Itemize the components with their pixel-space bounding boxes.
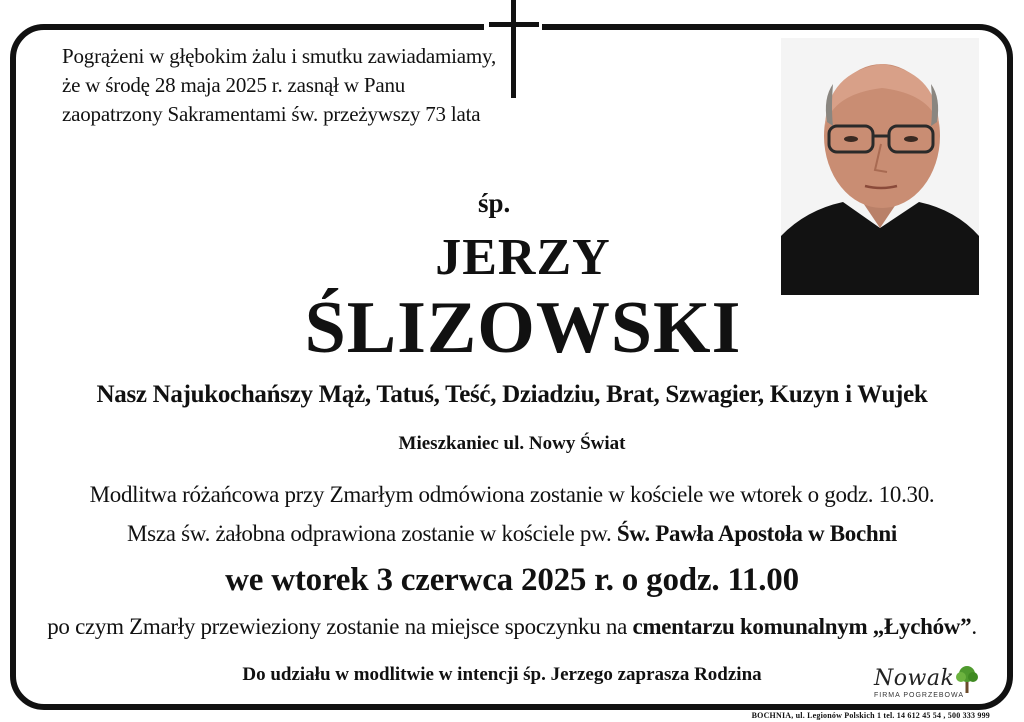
logo-name: Nowak: [874, 666, 955, 691]
funeral-home-logo: [870, 664, 980, 702]
address-footer: BOCHNIA, ul. Legionów Polskich 1 tel. 14 612 45 54 , 500 333 999: [751, 711, 990, 720]
burial-place: cmentarzu komunalnym „Łychów”: [632, 614, 972, 639]
cross-icon-bar: [489, 22, 539, 27]
last-name: ŚLIZOWSKI: [304, 287, 742, 369]
intro-line: Pogrążeni w głębokim żalu i smutku zawiadamiamy,: [62, 44, 497, 68]
intro-line: że w środę 28 maja 2025 r. zasnął w Panu: [62, 73, 406, 97]
burial-suffix: .: [971, 614, 977, 639]
mass-line: [0, 521, 1024, 547]
mass-church: Św. Pawła Apostoła w Bochni: [616, 521, 897, 546]
mass-date: we wtorek 3 czerwca 2025 r. o godz. 11.00: [225, 562, 799, 598]
intro-text: [62, 42, 502, 129]
tree-icon: [954, 664, 980, 694]
mass-prefix: Msza św. żałobna odprawiona zostanie w kościele pw.: [127, 521, 612, 546]
logo-tagline: FIRMA POGRZEBOWA: [874, 692, 965, 699]
residence-line: Mieszkaniec ul. Nowy Świat: [398, 433, 626, 454]
invitation-line: Do udziału w modlitwie w intencji śp. Jerzego zaprasza Rodzina: [242, 664, 762, 685]
relations-line: Nasz Najukochańszy Mąż, Tatuś, Teść, Dziadziu, Brat, Szwagier, Kuzyn i Wujek: [96, 381, 928, 408]
intro-line: zaopatrzony Sakramentami św. przeżywszy 73 lata: [62, 102, 481, 126]
cross-icon: [511, 0, 516, 98]
burial-prefix: po czym Zmarły przewieziony zostanie na miejsce spoczynku na: [47, 614, 627, 639]
first-name: JERZY: [435, 229, 611, 286]
burial-line: [0, 614, 1024, 640]
rosary-line: Modlitwa różańcowa przy Zmarłym odmówiona zostanie w kościele we wtorek o godz. 10.30.: [89, 482, 935, 507]
honorific: śp.: [478, 188, 511, 218]
